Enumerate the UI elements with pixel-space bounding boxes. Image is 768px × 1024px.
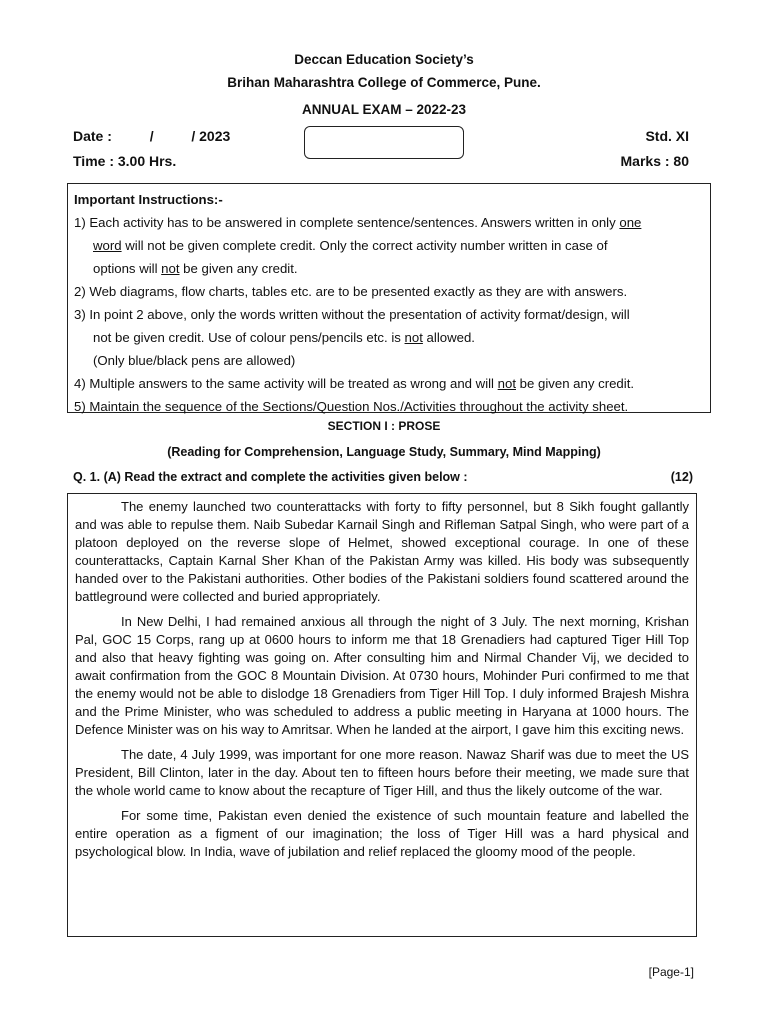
passage-paragraph-3: The date, 4 July 1999, was important for one more reason. Nawaz Sharif was due to meet the US President, Bill Clinton, later in the day. About ten to fifteen hours before their meeting, we made sure that the whole world came to know about the recapture of Tiger Hill, and thus the likely outcome of the war. [75, 747, 689, 798]
instruction-text: be given any credit. [516, 376, 635, 391]
instruction-3-cont [74, 326, 704, 349]
passage-paragraph-1: The enemy launched two counterattacks with forty to fifty personnel, but 8 Sikh fought gallantly and was able to repulse them. Naib Subedar Karnail Singh and Rifleman Satpal Singh, who were part of a platoon deployed on the reverse slope of Helmet, showed exceptional courage. In one of these counterattacks, Captain Karnal Sher Khan of the Pakistan Army was killed. His body was subsequently handed over to the Pakistani authorities. Other bodies of the Pakistani soldiers found scattered around the battleground were collected and buried appropriately. [75, 499, 689, 604]
date-label: Date : [73, 128, 112, 144]
question-heading [73, 470, 693, 484]
underlined-word: not [404, 330, 423, 345]
instruction-2: 2) Web diagrams, flow charts, tables etc. are to be presented exactly as they are with answers. [74, 284, 628, 299]
section-title: SECTION I : PROSE [327, 419, 441, 433]
instruction-1-cont [74, 234, 704, 257]
underlined-word: not [497, 376, 516, 391]
date-field [73, 128, 230, 144]
question-marks: (12) [670, 470, 693, 484]
underlined-word: not [161, 261, 180, 276]
instruction-3: 3) In point 2 above, only the words written without the presentation of activity format/design, will [74, 307, 630, 322]
instruction-4 [74, 372, 704, 395]
instruction-1-cont2 [74, 257, 704, 280]
time-label: Time : 3.00 Hrs. [73, 153, 177, 169]
underlined-word: word [93, 238, 122, 253]
passage-paragraph-4: For some time, Pakistan even denied the existence of such mountain feature and labelled the entire operation as a figment of our imagination; the loss of Tiger Hill was a hard physical and psychological blow. In India, wave of jubilation and relief replaced the gloomy mood of the people. [75, 808, 689, 859]
date-slash: / [149, 128, 154, 144]
instruction-5: 5) Maintain the sequence of the Sections/Question Nos./Activities throughout the activity sheet. [74, 399, 629, 414]
question-text: Q. 1. (A) Read the extract and complete the activities given below : [73, 470, 468, 484]
underlined-word: one [619, 215, 642, 230]
seat-number-box [304, 126, 464, 159]
college-name: Brihan Maharashtra College of Commerce, Pune. [227, 75, 541, 90]
instruction-text: 1) Each activity has to be answered in complete sentence/sentences. Answers written in only [74, 215, 620, 230]
instruction-3-note: (Only blue/black pens are allowed) [93, 353, 296, 368]
section-subtitle: (Reading for Comprehension, Language Study, Summary, Mind Mapping) [167, 445, 601, 459]
marks-label: Marks : 80 [620, 153, 689, 169]
instruction-text: not be given credit. Use of colour pens/pencils etc. is [93, 330, 405, 345]
instructions-box [67, 183, 711, 413]
instructions-title: Important Instructions:- [74, 192, 223, 207]
passage-paragraph-2: In New Delhi, I had remained anxious all through the night of 3 July. The next morning, Krishan Pal, GOC 15 Corps, rang up at 0600 hours to inform me that 18 Grenadiers had captured Tiger Hill Top and also that heavy fighting was going on. After consulting him and Nirmal Chander Vij, we decided to await confirmation from the GOC 8 Mountain Division. At 0730 hours, Mohinder Puri confirmed to me that the enemy would not be able to dislodge 18 Grenadiers from Tiger Hill Top. I duly informed Brajesh Mishra and the Prime Minister, who was scheduled to address a public meeting in Haryana at 1000 hours. The Defence Minister was on his way to Amritsar. When he landed at the airport, I gave him this exciting news. [75, 614, 689, 737]
passage-box [67, 493, 697, 937]
society-name: Deccan Education Society’s [294, 52, 474, 67]
instruction-text: 4) Multiple answers to the same activity will be treated as wrong and will [74, 376, 498, 391]
instruction-1 [74, 211, 704, 234]
instruction-text: options will [93, 261, 162, 276]
exam-title: ANNUAL EXAM – 2022-23 [301, 102, 467, 117]
instruction-text: be given any credit. [179, 261, 298, 276]
instruction-text: will not be given complete credit. Only the correct activity number written in case of [121, 238, 608, 253]
date-year: / 2023 [191, 128, 231, 144]
std-label: Std. XI [645, 128, 689, 144]
page-number: [Page-1] [648, 965, 694, 979]
instruction-text: allowed. [422, 330, 475, 345]
